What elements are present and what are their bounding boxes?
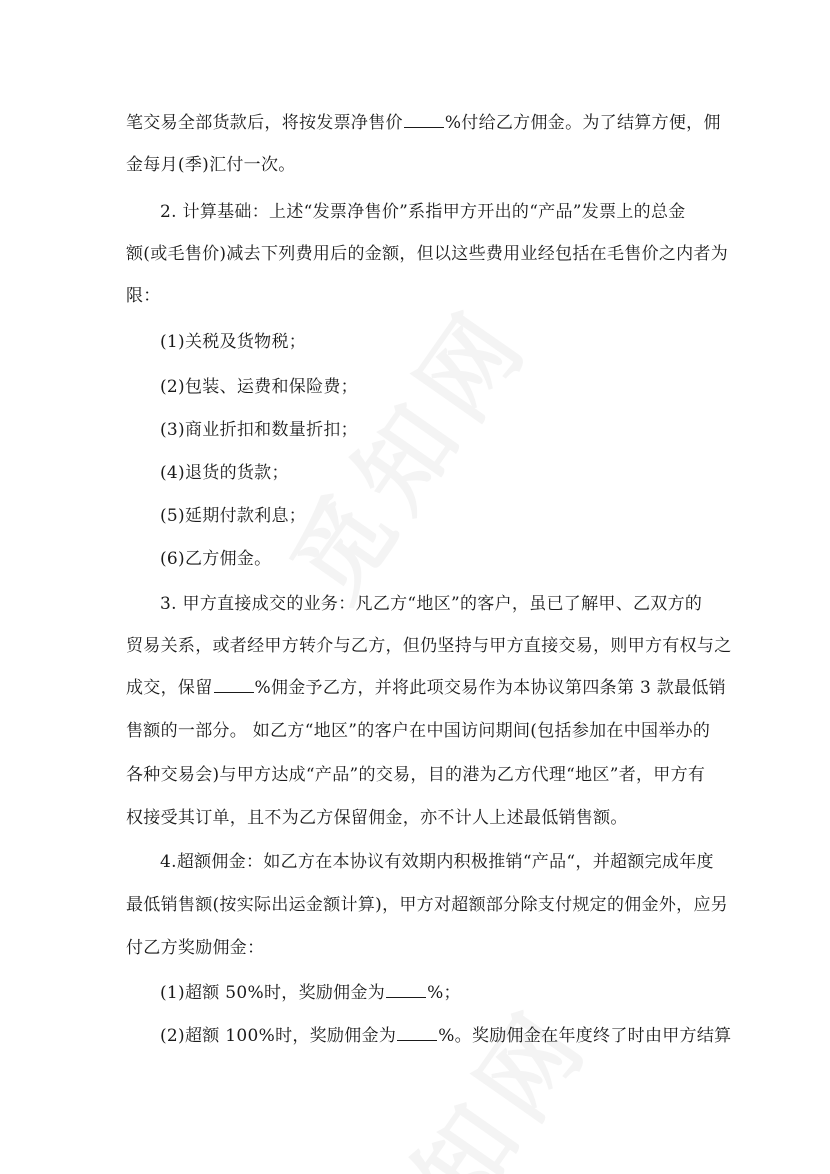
list-item: (5)延期付款利息； xyxy=(160,506,307,526)
paragraph-line: 4.超额佣金：如乙方在本协议有效期内积极推销“产品“，并超额完成年度 xyxy=(160,852,714,872)
watermark xyxy=(254,274,556,623)
paragraph-line: 笔交易全部货款后，将按发票净售价 %付给乙方佣金。为了结算方便，佣 xyxy=(126,113,721,133)
list-item: (1)超额 50%时，奖励佣金为 %； xyxy=(160,983,461,1003)
paragraph-line: 2. 计算基础：上述“发票净售价”系指甲方开出的“产品”发票上的总金 xyxy=(160,202,686,222)
paragraph-line: 额(或毛售价)减去下列费用后的金额，但以这些费用业经包括在毛售价之内者为 xyxy=(126,244,729,264)
fill-in-blank xyxy=(386,983,426,998)
paragraph-line: 限： xyxy=(126,286,161,306)
fill-in-blank xyxy=(404,113,444,128)
list-item: (2)包装、运费和保险费； xyxy=(160,377,358,397)
list-item: (6)乙方佣金。 xyxy=(160,549,272,569)
list-item: (1)关税及货物税； xyxy=(160,332,307,352)
paragraph-line: 成交，保留 %佣金予乙方，并将此项交易作为本协议第四条第 3 款最低销 xyxy=(126,678,726,698)
paragraph-line: 各种交易会)与甲方达成“产品”的交易，目的港为乙方代理“地区”者，甲方有 xyxy=(126,765,706,785)
fill-in-blank xyxy=(214,678,254,693)
paragraph-line: 贸易关系，或者经甲方转介与乙方，但仍坚持与甲方直接交易，则甲方有权与之 xyxy=(126,636,732,656)
paragraph-line: 权接受其订单，且不为乙方保留佣金，亦不计人上述最低销售额。 xyxy=(126,808,628,828)
list-item: (4)退货的货款； xyxy=(160,463,289,483)
paragraph-line: 3. 甲方直接成交的业务：凡乙方“地区”的客户，虽已了解甲、乙双方的 xyxy=(160,594,703,614)
paragraph-line: 付乙方奖励佣金： xyxy=(126,938,265,958)
paragraph-line: 最低销售额(按实际出运金额计算)，甲方对超额部分除支付规定的佣金外，应另 xyxy=(126,895,729,915)
list-item: (3)商业折扣和数量折扣； xyxy=(160,420,358,440)
list-item: (2)超额 100%时，奖励佣金为 %。奖励佣金在年度终了时由甲方结算 xyxy=(160,1026,732,1046)
paragraph-line: 金每月(季)汇付一次。 xyxy=(126,155,296,175)
fill-in-blank xyxy=(397,1026,437,1041)
paragraph-line: 售额的一部分。 如乙方“地区”的客户在中国访问期间(包括参加在中国举办的 xyxy=(126,721,711,741)
